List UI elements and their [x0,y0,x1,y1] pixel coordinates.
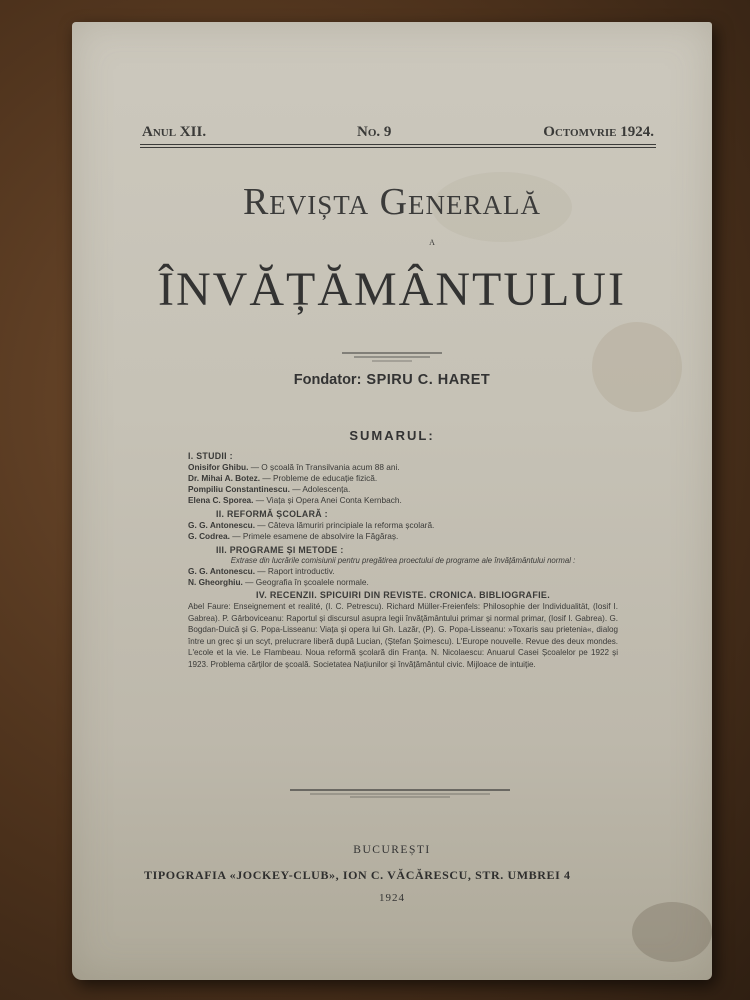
list-item: G. G. Antonescu. — Raport introductiv. [188,566,335,576]
section-studii: I. STUDII : [188,451,233,461]
header-rule [140,147,656,148]
section-programe: III. PROGRAME ȘI METODE : [216,545,344,555]
ornament-divider-icon [342,347,442,367]
list-item: G. Codrea. — Primele esamene de absolvire la Făgăraș. [188,531,399,541]
title-line-2: ÎNVĂȚĂMÂNTULUI [158,263,626,316]
list-item: G. G. Antonescu. — Câteva lămuriri principiale la reforma școlară. [188,520,435,530]
recenzii-text: Abel Faure: Enseignement et realité, (I. C. Petrescu). Richard Müller-Freienfels: Philosophie der Individualität, (Iosif I. Gabrea). P. Gârboviceanu: Raportul și discursul asupra legii învățământului primar și normal primar, (Iosif I. Gabrea). G. Bogdan-Duică și G. Popa-Lisseanu: Viața și opera lui Gh. Lazăr, (P). G. Popa-Lisseanu: »Toxaris sau prietenia«, dialog între un grec și un scyt, prelucrare liberă după Lucian, (Ștefan Șoimescu). L'Europe nouvelle. Revue des deux mondes. L'ecole et la vie. Le Flambeau. Noua reformă școlară din Franța. N. Nicolaescu: Anuarul Casei Școalelor pe 1922 și 1923. Problema cărților de școală. Societatea Națiunilor și învățământul civic. Mijloace de intuiție. [188,602,618,669]
founder-line [72,372,712,388]
header-rule [140,144,656,145]
publication-city: BUCUREȘTI [353,844,431,856]
issue-info [142,124,654,146]
magazine-cover [72,22,712,980]
issue-number: No. 9 [357,124,392,140]
issue-date: Octomvrie 1924. [543,124,654,140]
table-of-contents [188,448,618,670]
section-note: Extrase din lucrările comisiunii pentru pregătirea proectului de programe ale învățământului normal : [230,556,576,565]
list-item: N. Gheorghiu. — Geografia în școalele normale. [188,577,369,587]
paper-stain [632,902,712,962]
ornament-divider-icon [290,786,510,800]
section-recenzii: IV. RECENZII. SPICUIRI DIN REVISTE. CRONICA. BIBLIOGRAFIE. [255,590,551,600]
publication-year: 1924 [379,892,405,904]
title-line-1: Revișta Generală [242,181,542,223]
section-reforma: II. REFORMĂ ȘCOLARĂ : [216,509,328,519]
printer-line: TIPOGRAFIA «JOCKEY-CLUB», ION C. VĂCĂRESCU, STR. UMBREI 4 [144,868,571,882]
list-item: Pompiliu Constantinescu. — Adolescența. [188,484,351,494]
founder-name: SPIRU C. HARET [366,372,491,388]
title-connector: a [429,234,435,248]
list-item: Dr. Mihai A. Botez. — Probleme de educație fizică. [188,473,378,483]
founder-label: Fondator: [293,372,362,388]
paper-stain [592,322,682,412]
list-item: Onisifor Ghibu. — O școală în Transilvania acum 88 ani. [188,462,400,472]
issue-year: Anul XII. [142,124,207,140]
list-item: Elena C. Sporea. — Viața și Opera Anei Conta Kernbach. [188,495,402,505]
summary-title: SUMARUL: [349,428,435,443]
